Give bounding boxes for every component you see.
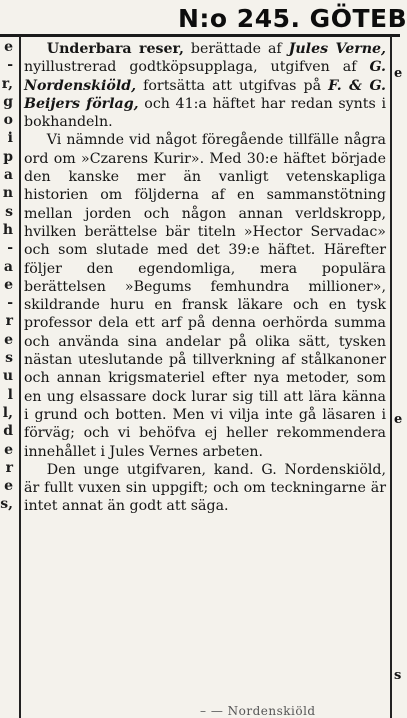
left-fragment: - bbox=[7, 57, 13, 74]
left-fragment: e bbox=[4, 478, 13, 495]
left-fragment: r bbox=[5, 459, 13, 476]
left-fragment: i bbox=[7, 130, 13, 147]
left-column-fragments bbox=[0, 38, 16, 718]
left-fragment: g bbox=[3, 93, 13, 110]
left-fragment: r bbox=[5, 313, 13, 330]
article-lead: Underbara reser, bbox=[46, 41, 184, 57]
author-name: Jules Verne, bbox=[288, 41, 386, 57]
left-fragment: - bbox=[7, 240, 13, 257]
column-divider-left bbox=[19, 36, 21, 718]
left-fragment: e bbox=[4, 39, 13, 55]
left-fragment: s, bbox=[0, 496, 13, 513]
left-fragment: e bbox=[4, 276, 13, 293]
text-run: berättade af bbox=[183, 41, 289, 57]
article-paragraph-1 bbox=[24, 40, 386, 131]
right-column-fragments bbox=[393, 38, 403, 718]
left-fragment: a bbox=[3, 258, 13, 275]
left-fragment: s bbox=[5, 203, 13, 220]
article-paragraph-2: Vi nämnde vid något föregående tillfälle några ord om »Czarens Kurir». Med 30:e häftet började den kanske mer än vanligt vetenskapliga historien om följderna af en sammanstötning mellan jorden och någon annan verldskropp, hvilken berättelse bär titeln »Hector Servadac» och som slutade med det 39:e häftet. Härefter följer den egendomliga, mera populära berättelsen »Begums femhundra millioner», skildrande huru en fransk läkare och en tysk professor dela ett arf på denna oerhörda summa och använda sina andelar på olika sätt, tysken nästan uteslutande på tillverkning af stålkanoner och annan krigsmateriel efter nya metoder, som en ung elsassare dock lurar sig till att lära känna i grund och botten. Men vi vilja inte gå läsaren i förväg; och vi behöfva ej heller rekommendera innehållet i Jules Vernes arbeten. bbox=[24, 132, 386, 460]
left-fragment: p bbox=[3, 148, 13, 165]
text-run: och 41:a häftet har redan synts i bokhandeln. bbox=[24, 95, 386, 131]
right-fragment: e bbox=[394, 412, 403, 427]
left-fragment: a bbox=[3, 167, 13, 184]
article-body bbox=[24, 40, 386, 516]
left-fragment: h bbox=[2, 221, 13, 238]
left-fragment: u bbox=[2, 368, 13, 385]
left-fragment: - bbox=[7, 295, 13, 312]
left-fragment: r, bbox=[1, 75, 13, 92]
editor-name: G. Nordenskiöld, bbox=[24, 59, 386, 94]
right-fragment: s bbox=[394, 668, 402, 683]
header-rule bbox=[0, 34, 400, 37]
text-run: nyillustrerad godtköpsupplaga, utgifven af bbox=[24, 59, 370, 76]
left-fragment: l bbox=[7, 386, 13, 403]
left-fragment: o bbox=[3, 112, 13, 129]
left-fragment: e bbox=[4, 331, 13, 348]
newspaper-masthead: N:o 245. GÖTEB bbox=[178, 4, 407, 33]
text-run: fortsätta att utgifvas på bbox=[136, 77, 329, 94]
left-fragment: n bbox=[2, 185, 13, 202]
left-fragment: l, bbox=[2, 404, 13, 421]
left-fragment: s bbox=[5, 350, 13, 367]
column-divider-right bbox=[390, 36, 392, 718]
publisher-name: F. & G. Beijers förlag, bbox=[24, 77, 386, 112]
next-article-fragment: – — Nordenskiöld bbox=[200, 704, 316, 718]
left-fragment: e bbox=[4, 441, 13, 458]
right-fragment: e bbox=[394, 66, 403, 81]
left-fragment: d bbox=[3, 423, 13, 440]
article-paragraph-3: Den unge utgifvaren, kand. G. Nordenskiöld, är fullt vuxen sin uppgift; och om teckningarne är intet annat än godt att säga. bbox=[24, 461, 386, 515]
